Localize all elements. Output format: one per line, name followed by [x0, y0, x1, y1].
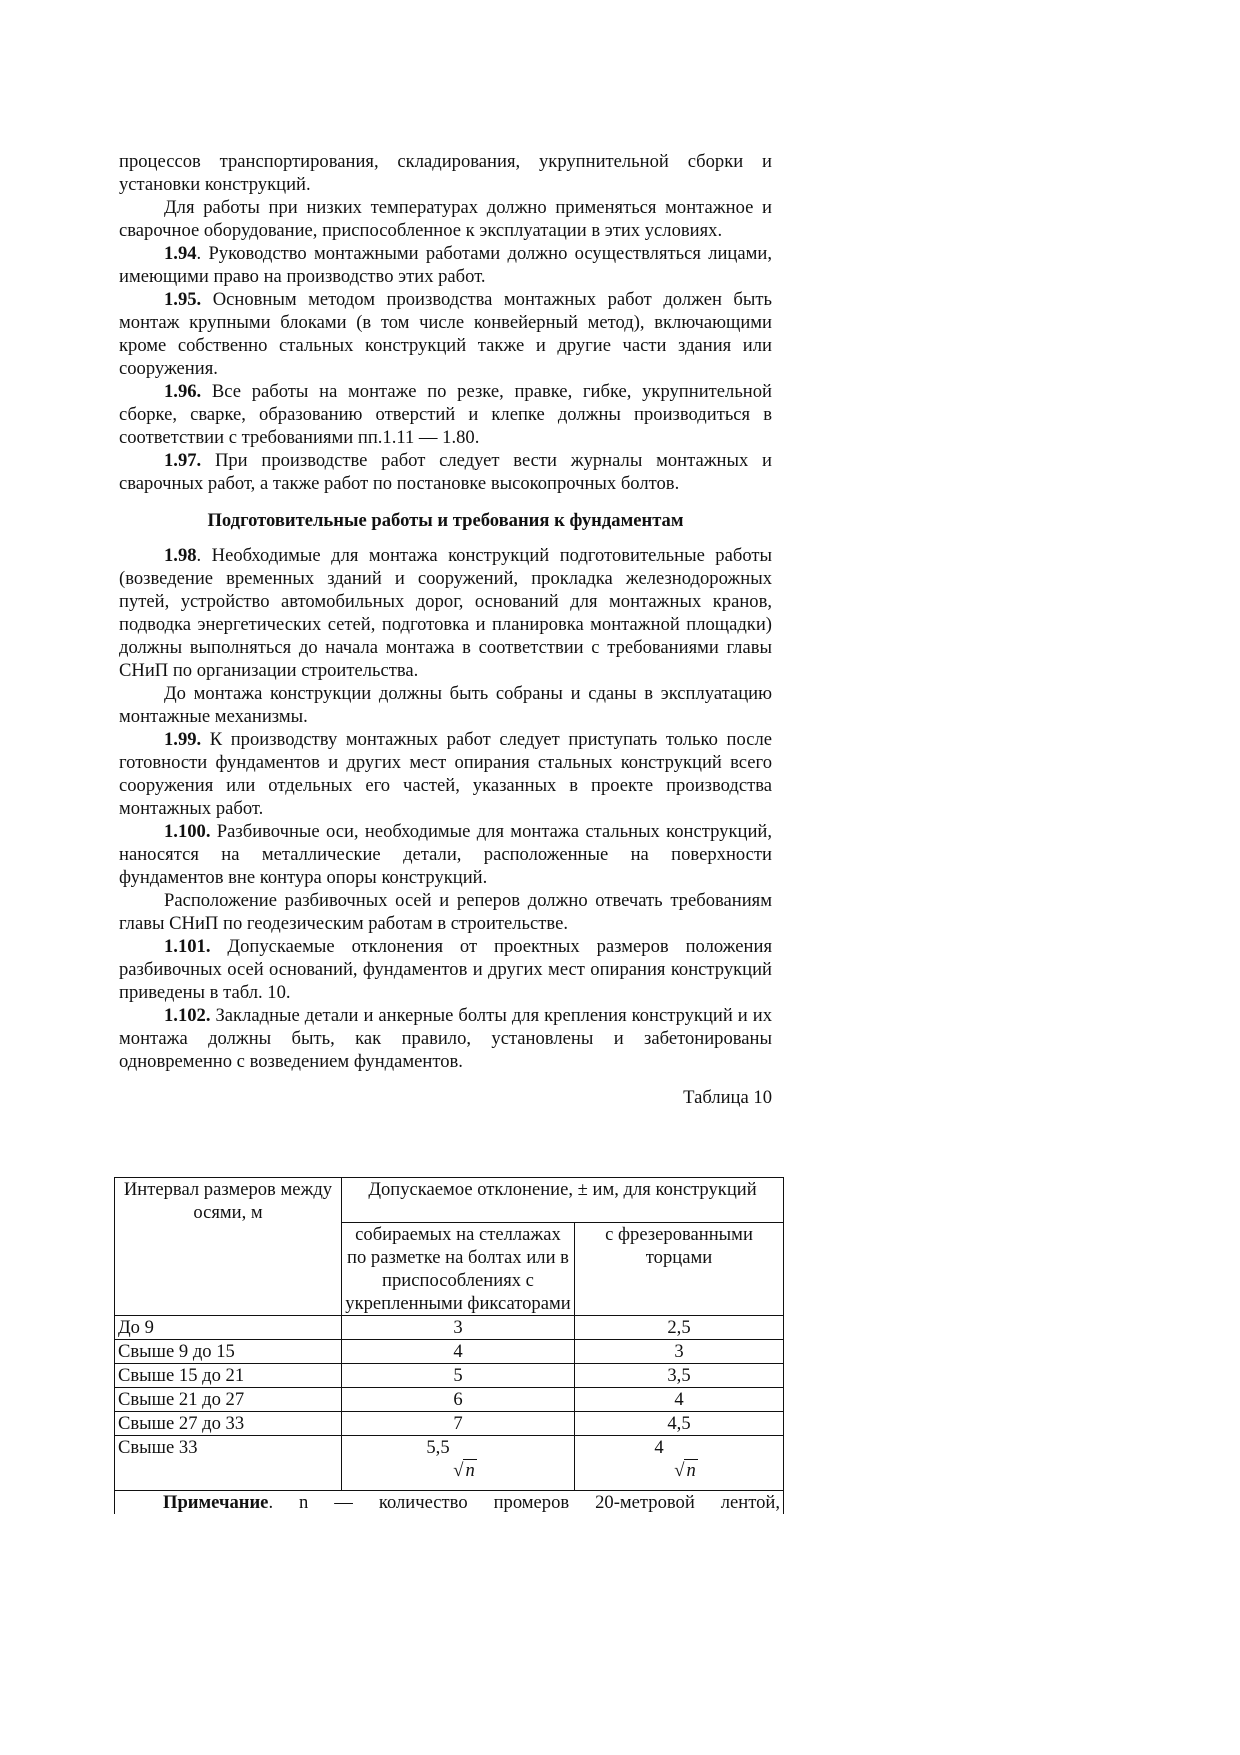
paragraph-1-96: 1.96. Все работы на монтаже по резке, правке, гибке, укрупнительной сборке, сварке, образованию отверстий и клепке должны производиться в соответствии с требованиями пп.1.11 — 1.80.: [119, 381, 772, 448]
sqrt-formula: √ n: [674, 1460, 696, 1481]
paragraph: Для работы при низких температурах должно применяться монтажное и сварочное оборудование, приспособленное к эксплуатации в этих условиях.: [119, 197, 772, 241]
paragraph-1-95: 1.95. Основным методом производства монтажных работ должен быть монтаж крупными блоками (в том числе конвейерный метод), включающими кроме собственно стальных конструкций также и другие части здания или сооружения.: [119, 289, 772, 379]
paragraph-1-97: 1.97. При производстве работ следует вести журналы монтажных и сварочных работ, а также работ по постановке высокопрочных болтов.: [119, 450, 772, 494]
table-header-group: Допускаемое отклонение, ± им, для конструкций: [342, 1178, 784, 1223]
formula-cell: 4 √ n: [575, 1436, 784, 1491]
document-page: [119, 150, 772, 1121]
formula-cell: 5,5 √ n: [342, 1436, 575, 1491]
table-row-last: Свыше 33 5,5 √ n 4 √ n: [115, 1436, 784, 1491]
table-row: Свыше 9 до 15 4 3: [115, 1340, 784, 1364]
paragraph-1-100: 1.100. Разбивочные оси, необходимые для монтажа стальных конструкций, наносятся на металлические детали, расположенные на поверхности фундаментов вне контура опоры конструкций.: [119, 821, 772, 888]
table-row: Свыше 27 до 33 7 4,5: [115, 1412, 784, 1436]
table-header-interval: Интервал размеров между осями, м: [115, 1178, 342, 1316]
paragraph: Расположение разбивочных осей и реперов должно отвечать требованиям главы СНиП по геодезическим работам в строительстве.: [119, 890, 772, 934]
paragraph-1-102: 1.102. Закладные детали и анкерные болты для крепления конструкций и их монтажа должны быть, как правило, установлены и забетонированы одновременно с возведением фундаментов.: [119, 1005, 772, 1072]
tolerance-table: [114, 1177, 784, 1514]
table-header-assembled: собираемых на стеллажах по разметке на болтах или в приспособлениях с укрепленными фиксаторами: [342, 1223, 575, 1316]
paragraph-1-98: 1.98. Необходимые для монтажа конструкций подготовительные работы (возведение временных зданий и сооружений, прокладка железнодорожных путей, устройство автомобильных дорог, оснований для монтажных кранов, подводка энергетических сетей, подготовка и планировка монтажной площадки) должны выполняться до начала монтажа в соответствии с требованиями главы СНиП по организации строительства.: [119, 545, 772, 681]
section-heading: Подготовительные работы и требования к фундаментам: [207, 510, 684, 531]
table-header-milled: с фрезерованными торцами: [575, 1223, 784, 1316]
paragraph: процессов транспортирования, складирования, укрупнительной сборки и установки конструкций.: [119, 151, 772, 195]
table-caption: Таблица 10: [683, 1087, 772, 1108]
paragraph-1-101: 1.101. Допускаемые отклонения от проектных размеров положения разбивочных осей оснований, фундаментов и других мест опирания конструкций приведены в табл. 10.: [119, 936, 772, 1003]
paragraph: До монтажа конструкции должны быть собраны и сданы в эксплуатацию монтажные механизмы.: [119, 683, 772, 727]
table-row: До 9 3 2,5: [115, 1316, 784, 1340]
paragraph-1-99: 1.99. К производству монтажных работ следует приступать только после готовности фундаментов и других мест опирания стальных конструкций всего сооружения или отдельных его частей, указанных в проекте производства монтажных работ.: [119, 729, 772, 819]
table-note: Примечание. n — количество промеров 20-метровой лентой,: [115, 1491, 784, 1515]
paragraph-1-94: 1.94. Руководство монтажными работами должно осуществляться лицами, имеющими право на производство этих работ.: [119, 243, 772, 287]
table-row: Свыше 15 до 21 5 3,5: [115, 1364, 784, 1388]
sqrt-formula: √ n: [453, 1460, 475, 1481]
table-note-row: [115, 1491, 784, 1515]
table-row: Свыше 21 до 27 6 4: [115, 1388, 784, 1412]
